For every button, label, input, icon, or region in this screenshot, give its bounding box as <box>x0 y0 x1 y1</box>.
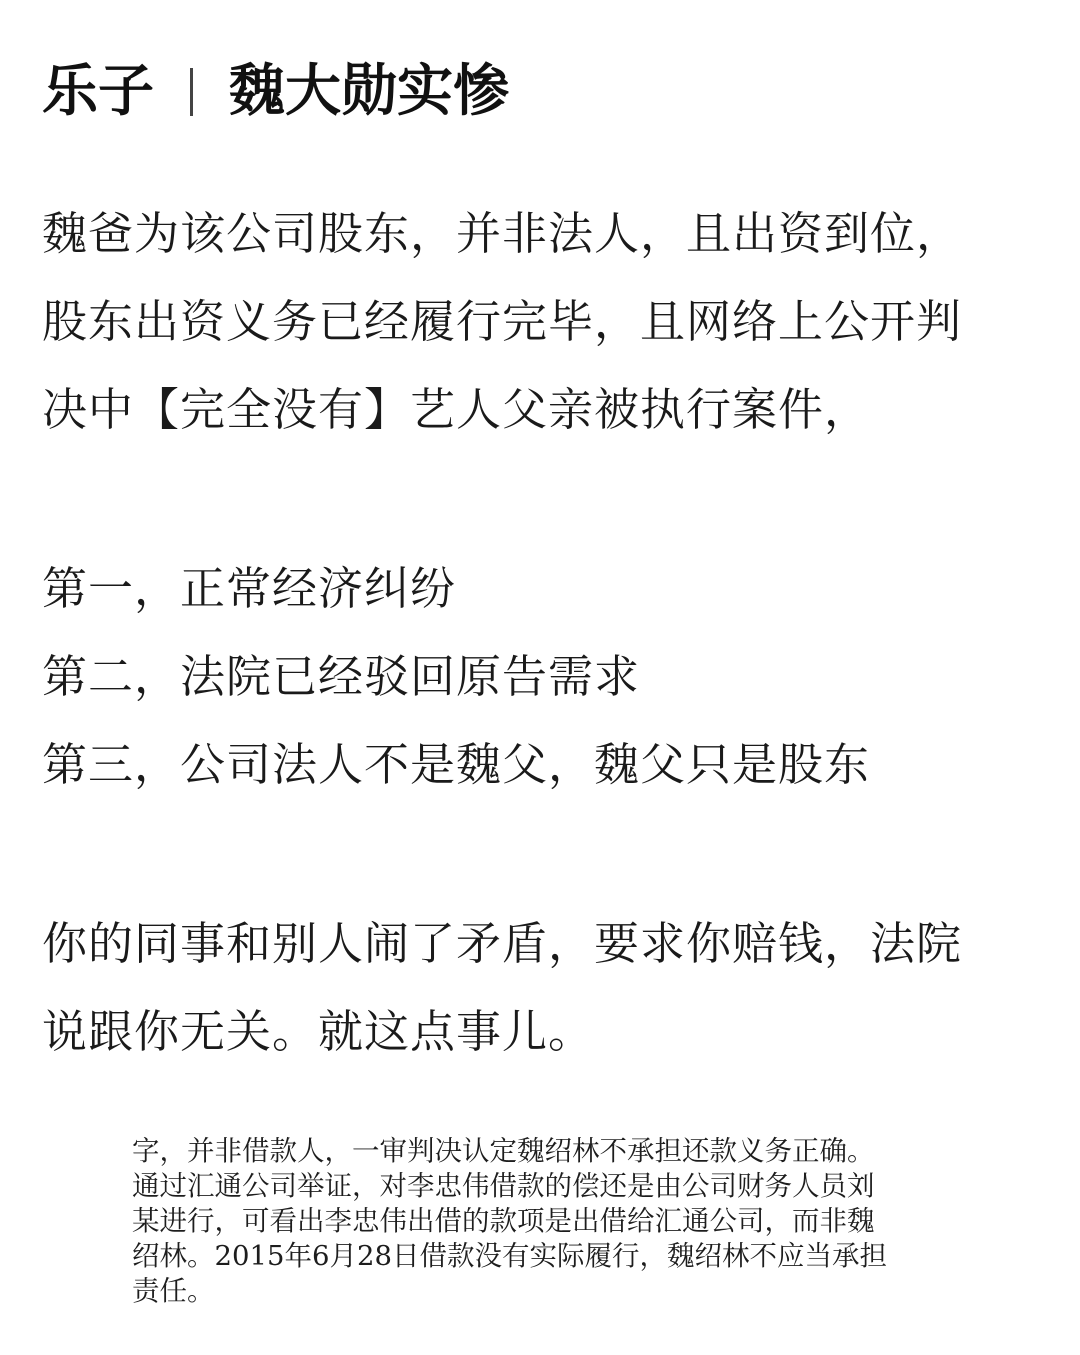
excerpt-line: 通过汇通公司举证，对李忠伟借款的偿还是由公司财务人员刘 <box>132 1170 875 1202</box>
list-item: 第二，法院已经驳回原告需求 <box>42 650 641 703</box>
excerpt-line: 字，并非借款人，一审判决认定魏绍林不承担还款义务正确。 <box>132 1135 875 1167</box>
judgment-excerpt <box>132 1134 992 1309</box>
points-list <box>42 545 1052 809</box>
paragraph-intro <box>42 190 1052 454</box>
paragraph-line: 股东出资义务已经履行完毕，且网络上公开判 <box>42 295 963 348</box>
paragraph-line: 决中【完全没有】艺人父亲被执行案件， <box>42 383 871 436</box>
list-item: 第一，正常经济纠纷 <box>42 562 457 615</box>
excerpt-line: 绍林。2015年6月28日借款没有实际履行，魏绍林不应当承担 <box>132 1240 887 1272</box>
title-text: 魏大勋实惨 <box>229 59 509 124</box>
paragraph-line: 说跟你无关。就这点事儿。 <box>42 1005 595 1058</box>
paragraph-line: 你的同事和别人闹了矛盾，要求你赔钱，法院 <box>42 917 963 970</box>
excerpt-line: 责任。 <box>132 1275 215 1307</box>
list-item: 第三，公司法人不是魏父，魏父只是股东 <box>42 738 871 791</box>
post-title <box>42 52 509 132</box>
title-divider <box>190 68 193 116</box>
excerpt-line: 某进行，可看出李忠伟出借的款项是出借给汇通公司，而非魏 <box>132 1205 875 1237</box>
title-category: 乐子 <box>42 59 154 124</box>
paragraph-summary <box>42 900 1052 1076</box>
paragraph-line: 魏爸为该公司股东，并非法人，且出资到位， <box>42 207 963 260</box>
